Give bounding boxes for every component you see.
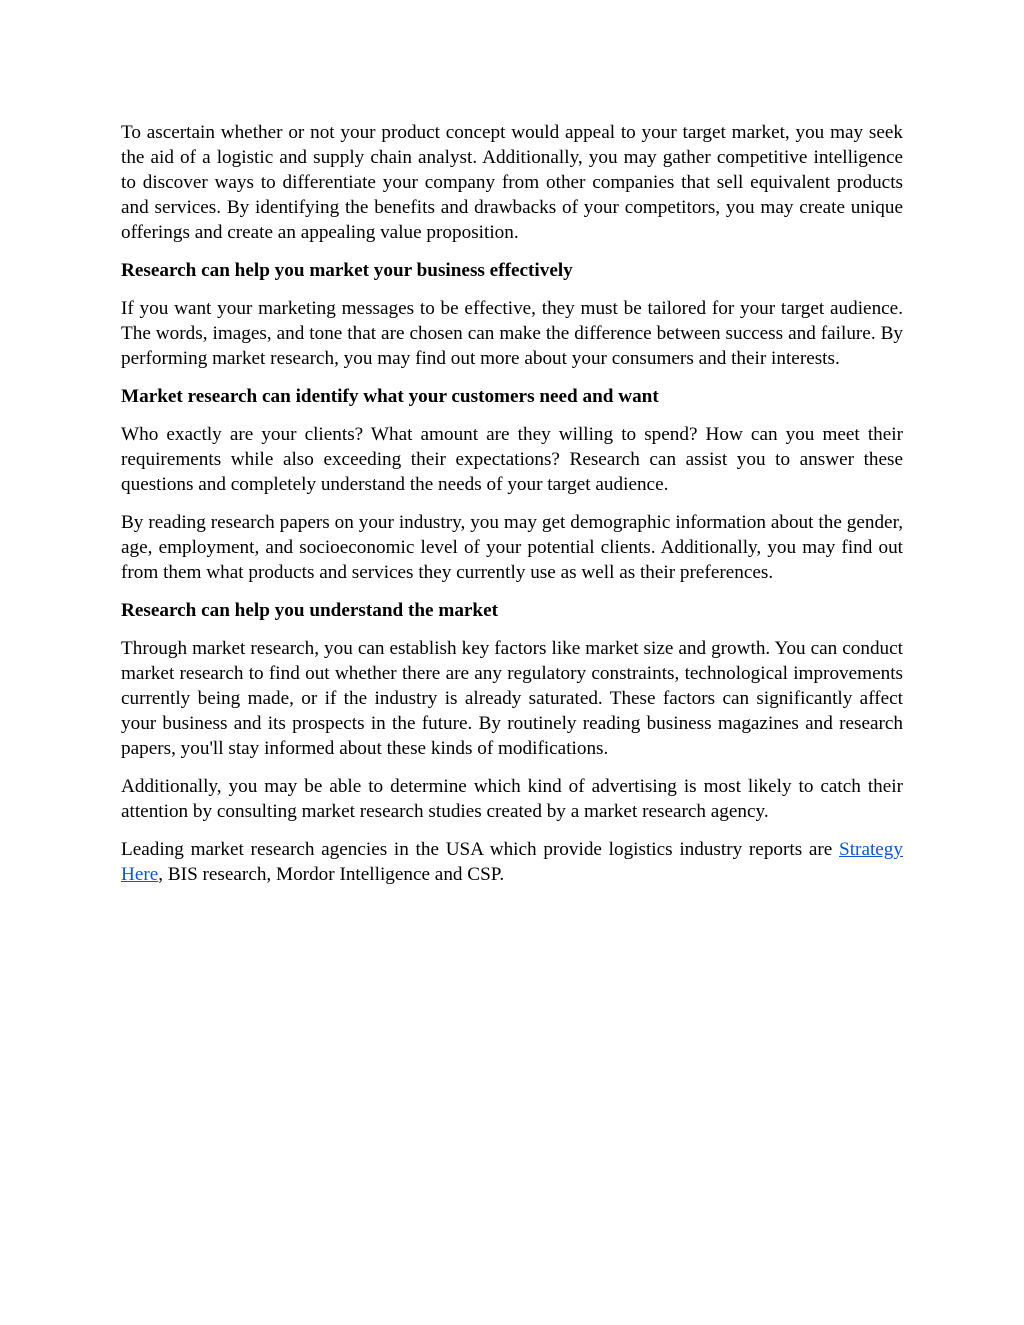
paragraph-demographics: By reading research papers on your industry, you may get demographic information about the gender, age, employment, and socioeconomic level of your potential clients. Additionally, you may find out from them what products and services they currently use as well as their preferences. (121, 512, 903, 583)
paragraph-market-factors: Through market research, you can establish key factors like market size and growth. You can conduct market research to find out whether there are any regulatory constraints, technological improvements currently being made, or if the industry is already saturated. These factors can significantly affect your business and its prospects in the future. By routinely reading business magazines and research papers, you'll stay informed about these kinds of modifications. (121, 638, 903, 759)
paragraph-product-concept: To ascertain whether or not your product concept would appeal to your target market, you may seek the aid of a logistic and supply chain analyst. Additionally, you may gather competitive intelligence to discover ways to differentiate your company from other companies that sell equivalent products and services. By identifying the benefits and drawbacks of your competitors, you may create unique offerings and create an appealing value proposition. (121, 122, 903, 243)
paragraph-leading-agencies (121, 837, 903, 887)
agencies-text-after: , BIS research, Mordor Intelligence and CSP. (158, 864, 505, 885)
heading-customer-needs: Market research can identify what your customers need and want (121, 386, 659, 407)
document-page (121, 120, 903, 900)
paragraph-advertising: Additionally, you may be able to determine which kind of advertising is most likely to catch their attention by consulting market research studies created by a market research agency. (121, 776, 903, 822)
strategy-here-link[interactable]: Strategy Here (121, 839, 903, 885)
heading-understand-market: Research can help you understand the market (121, 600, 499, 621)
heading-market-business: Research can help you market your business effectively (121, 260, 573, 281)
paragraph-marketing-messages: If you want your marketing messages to be effective, they must be tailored for your target audience. The words, images, and tone that are chosen can make the difference between success and failure. By performing market research, you may find out more about your consumers and their interests. (121, 298, 903, 369)
paragraph-clients-questions: Who exactly are your clients? What amount are they willing to spend? How can you meet their requirements while also exceeding their expectations? Research can assist you to answer these questions and completely understand the needs of your target audience. (121, 424, 903, 495)
agencies-text-before: Leading market research agencies in the USA which provide logistics industry reports are (121, 839, 840, 860)
